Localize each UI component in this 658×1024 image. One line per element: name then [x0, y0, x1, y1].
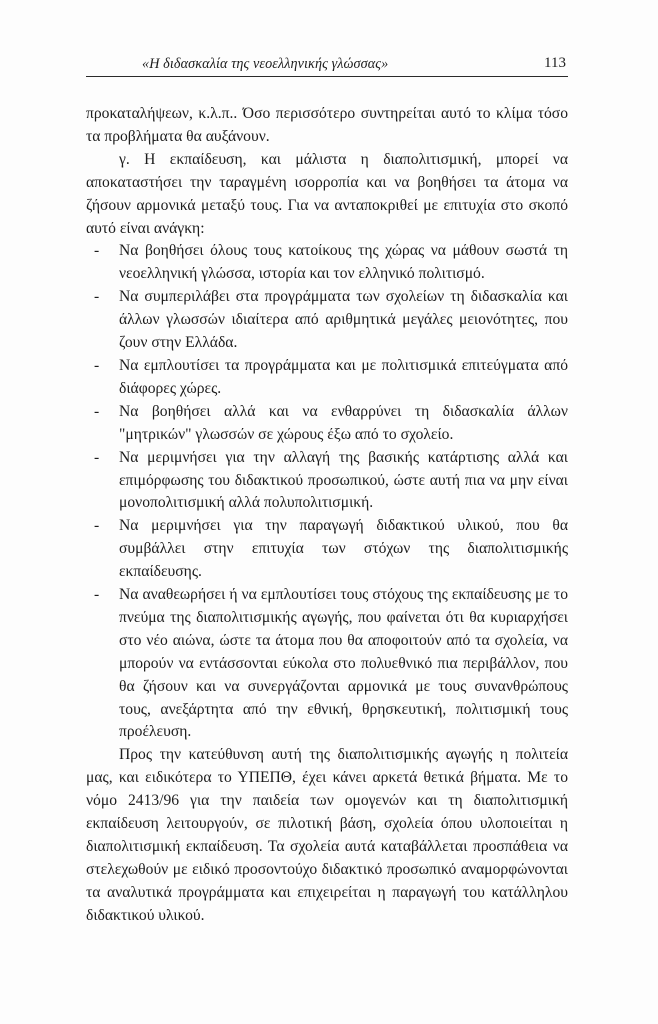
dash-bullet: - [94, 448, 100, 466]
running-header [86, 54, 568, 77]
list-item-text: Να μεριμνήσει για την παραγωγή διδακτικού υλικού, που θα συμβάλλει στην επιτυχία των στόχων της διαπολιτισμικής εκπαίδευσης. [119, 517, 568, 581]
paragraph-policy: Προς την κατεύθυνση αυτή της διαπολιτισμικής αγωγής η πολιτεία μας, και ειδικότερα το ΥΠΕΠΘ, έχει κάνει αρκετά θετικά βήματα. Με το νόμο 2413/96 για την παιδεία των ομογενών και τη διαπολιτισμική εκπαίδευση λειτουργούν, σε πιλοτική βάση, σχολεία όπου υλοποιείται η διαπολιτισμική εκπαίδευση. Τα σχολεία αυτά καταβάλλεται προσπάθεια να στελεχωθούν με ειδικό προσοντούχο διδακτικό προσωπικό αναμορφώνονται τα αναλυτικά προγράμματα και επιχειρείται η παραγωγή του κατάλληλου διδακτικού υλικού. [86, 746, 568, 924]
running-title: «Η διδασκαλία της νεοελληνικής γλώσσας» [142, 56, 389, 72]
needs-list [86, 240, 568, 744]
paragraph-continued: προκαταλήψεων, κ.λ.π.. Όσο περισσότερο συντηρείται αυτό το κλίμα τόσο τα προβλήματα θα αυξάνουν. [86, 105, 568, 145]
dash-bullet: - [94, 288, 100, 306]
list-item-text: Να βοηθήσει αλλά και να ενθαρρύνει τη διδασκαλία άλλων "μητρικών" γλωσσών σε χώρους έξω από το σχολείο. [119, 402, 568, 443]
dash-bullet: - [94, 517, 100, 535]
list-item-text: Να βοηθήσει όλους τους κατοίκους της χώρας να μάθουν σωστά τη νεοελληνική γλώσσα, ιστορία και τον ελληνικό πολιτισμό. [119, 242, 568, 283]
dash-bullet: - [94, 356, 100, 374]
dash-bullet: - [94, 242, 100, 260]
list-item [86, 286, 568, 355]
dash-bullet: - [94, 402, 100, 420]
list-item [86, 355, 568, 401]
page-number: 113 [544, 55, 566, 71]
list-item [86, 240, 568, 286]
dash-bullet: - [94, 586, 100, 604]
list-item-text: Να αναθεωρήσει ή να εμπλουτίσει τους στόχους της εκπαίδευσης με το πνεύμα της διαπολιτισμικής αγωγής, που φαίνεται ότι θα κυριαρχήσει στο νέο αιώνα, ώστε τα άτομα που θα αποφοιτούν από τα σχολεία, να μπορούν να εντάσσονται εύκολα στο πολυεθνικό πια περιβάλλον, που θα ζήσουν και να συνεργάζονται αρμονικά με τους συνανθρώπους τους, ανεξάρτητα από την εθνική, θρησκευτική, πολιτισμική τους προέλευση. [119, 586, 568, 741]
list-item [86, 515, 568, 584]
list-item-text: Να εμπλουτίσει τα προγράμματα και με πολιτισμικά επιτεύγματα από διάφορες χώρες. [119, 356, 568, 397]
list-item-text: Να μεριμνήσει για την αλλαγή της βασικής κατάρτισης αλλά και επιμόρφωσης του διδακτικού προσωπικού, ώστε αυτή πια να μην είναι μονοπολιτισμική αλλά πολυπολιτισμική. [119, 448, 568, 512]
list-item [86, 584, 568, 744]
list-item-text: Να συμπεριλάβει στα προγράμματα των σχολείων τη διδασκαλία και άλλων γλωσσών ιδιαίτερα από αριθμητικά μεγάλες μειονότητες, που ζουν στην Ελλάδα. [119, 288, 568, 352]
paragraph-gamma: γ. Η εκπαίδευση, και μάλιστα η διαπολιτισμική, μπορεί να αποκαταστήσει την ταραγμένη ισορροπία και να βοηθήσει τα άτομα να ζήσουν αρμονικά μεταξύ τους. Για να ανταποκριθεί με επιτυχία στο σκοπό αυτό είναι ανάγκη: [86, 150, 568, 237]
body-text [86, 103, 568, 928]
list-item [86, 401, 568, 447]
list-item [86, 447, 568, 516]
